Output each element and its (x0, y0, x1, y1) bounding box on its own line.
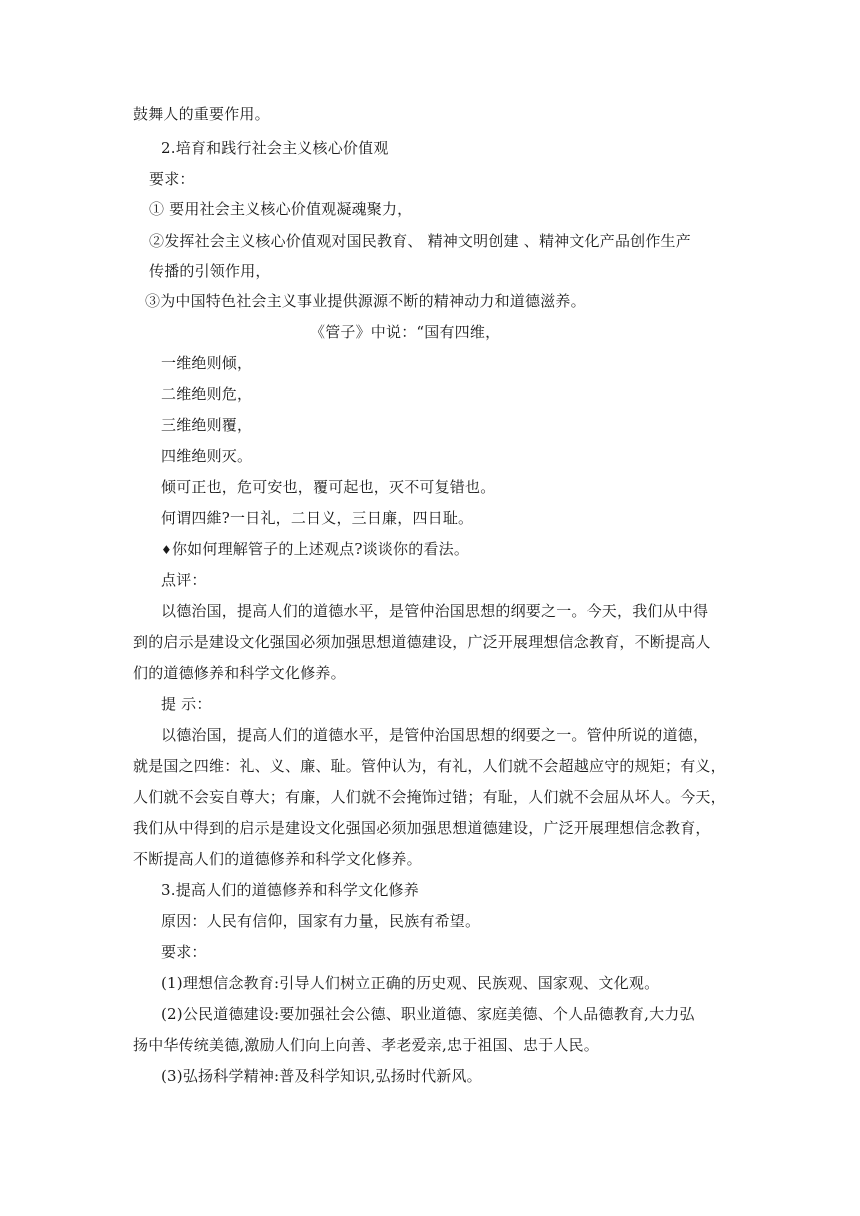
list-item: ① 要用社会主义核心价值观凝魂聚力， (149, 200, 413, 218)
quote-line: 一维绝则倾， (161, 354, 253, 372)
paragraph-line: 我们从中得到的启示是建设文化强国必须加强思想道德建设，广泛开展理想信念教育， (133, 819, 711, 837)
quote-line: 四维绝则灭。 (161, 447, 253, 465)
list-item: (2)公民道德建设:要加强社会公德、职业道德、家庭美德、个人品德教育,大力弘 (161, 1005, 695, 1023)
section-heading: 3.提高人们的道德修养和科学文化修养 (161, 881, 419, 899)
text-line: 原因：人民有信仰，国家有力量，民族有希望。 (161, 912, 481, 930)
paragraph-line: 们的道德修养和科学文化修养。 (133, 664, 346, 682)
quote-line: 何谓四維?一日礼，二日义，三日廉，四日耻。 (161, 509, 474, 527)
question-line (161, 539, 469, 560)
quote-line: 二维绝则危， (161, 385, 253, 403)
hint-label: 提 示： (161, 695, 212, 713)
list-item: ②发挥社会主义核心价值观对国民教育、 精神文明创建 、精神文化产品创作生产 (149, 232, 691, 250)
diamond-bullet-icon: ♦ (161, 543, 172, 557)
text-line: 要求： (161, 943, 207, 961)
paragraph-line: 不断提高人们的道德修养和科学文化修养。 (133, 850, 422, 868)
paragraph-line: 就是国之四维：礼、义、廉、耻。管仲认为，有礼，人们就不会超越应守的规矩；有义， (133, 757, 726, 775)
quote-intro: 《管子》中说：“国有四维， (310, 323, 501, 341)
paragraph-line: 到的启示是建设文化强国必须加强思想道德建设，广泛开展理想信念教育，不断提高人 (133, 633, 711, 651)
list-item: ③为中国特色社会主义事业提供源源不断的精神动力和道德滋养。 (145, 292, 586, 310)
question-text: 你如何理解管子的上述观点?谈谈你的看法。 (171, 540, 470, 558)
paragraph-line: 以德治国，提高人们的道德水平，是管仲治国思想的纲要之一。管仲所说的道德， (161, 726, 709, 744)
text-line: 传播的引领作用， (149, 262, 271, 280)
paragraph-line: 以德治国，提高人们的道德水平，是管仲治国思想的纲要之一。今天，我们从中得 (161, 602, 709, 620)
text-line: 要求： (149, 170, 195, 188)
section-heading: 2.培育和践行社会主义核心价值观 (161, 139, 389, 157)
quote-line: 倾可正也，危可安也，覆可起也，灭不可复错也。 (161, 478, 496, 496)
list-item: (3)弘扬科学精神:普及科学知识,弘扬时代新风。 (161, 1067, 482, 1085)
text-line: 鼓舞人的重要作用。 (133, 105, 270, 123)
quote-line: 三维绝则覆， (161, 416, 253, 434)
comment-label: 点评： (161, 571, 207, 589)
paragraph-line: 人们就不会妄自尊大；有廉，人们就不会掩饰过错；有耻，人们就不会屈从坏人。今天， (133, 788, 726, 806)
list-item: (1)理想信念教育:引导人们树立正确的历史观、民族观、国家观、文化观。 (161, 974, 660, 992)
text-line: 扬中华传统美德,激励人们向上向善、孝老爱亲,忠于祖国、忠于人民。 (133, 1036, 599, 1054)
